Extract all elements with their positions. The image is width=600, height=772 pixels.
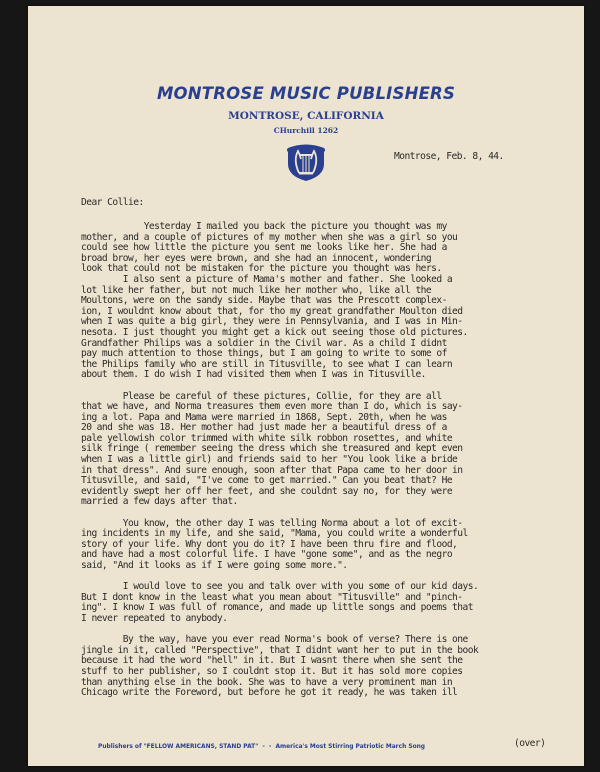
letter-page	[28, 6, 584, 766]
letterhead-phone: CHurchill 1262	[273, 126, 339, 135]
letterhead-footer: Publishers of "FELLOW AMERICANS, STAND PAT" - - America's Most Stirring Patriotic March Song	[98, 744, 426, 750]
letter-date: Montrose, Feb. 8, 44.	[394, 151, 504, 162]
letterhead-title: MONTROSE MUSIC PUBLISHERS	[156, 84, 456, 103]
letterhead-city: MONTROSE, CALIFORNIA	[228, 110, 384, 122]
continuation-note: (over)	[514, 738, 546, 749]
letter-body: Yesterday I mailed you back the picture you thought was my mother, and a couple of pictures of my mother when she was a girl so you could see how little the picture you sent me looks like her. She had a broad brow, her eyes were brown, and she had an innocent, wondering look that could not be mistaken for the picture you thought was hers. I also sent a picture of Mama's mother and father. She looked a lot like her father, but not much like her mother who, like all the Moultons, were on the sandy side. Maybe that was the Prescott complex- ion, I wouldnt know about that, for tho my great grandfather Moulton died when I was quite a big girl, they were in Pennsylvania, and I was in Min- nesota. I just thought you might get a kick out seeing those old pictures. Grandfather Philips was a soldier in the Civil war. As a child I didnt pay much attention to those things, but I am going to write to some of the Philips family who are still in Titusville, to see what I can learn about them. I do wish I had visited them when I was in Titusville. Please be careful of these pictures, Collie, for they are all that we have, and Norma treasures them even more than I do, which is say- ing a lot. Papa and Mama were married in 1868, Sept. 20th, when he was 20 and she was 18. Her mother had just made her a beautiful dress of a pale yellowish color trimmed with white silk robbon rosettes, and white silk fringe ( remember seeing the dress which she treasured and kept even when I was a little girl) and friends said to her "You look like a bride in that dress". And sure enough, soon after that Papa came to her door in Titusville, and said, "I've come to get married." Can you beat that? He evidently swept her off her feet, and she couldnt say no, for they were married a few days after that. You know, the other day I was telling Norma about a lot of excit- ing incidents in my life, and she said, "Mama, you could write a wonderful story of your life. Why dont you do it? I have been thru fire and flood, and have had a most colorful life. I have "gone some", and as the negro said, "And it looks as if I were going some more.". I would love to see you and talk over with you some of our kid days. But I dont know in the least what you mean about "Titusville" and "pinch- ing". I know I was full of romance, and made up little songs and poems that I never repeated to anybody. By the way, have you ever read Norma's book of verse? There is one jingle in it, called "Perspective", that I didnt want her to put in the book because it had the word "hell" in it. But I wasnt there when she sent the stuff to her publisher, so I couldnt stop it. But it has sold more copies than anything else in the book. She was to have a very prominent man in Chicago write the Foreword, but before he got it ready, he was taken ill	[81, 221, 479, 699]
salutation: Dear Collie:	[81, 197, 144, 208]
lyre-emblem-icon	[285, 142, 327, 182]
